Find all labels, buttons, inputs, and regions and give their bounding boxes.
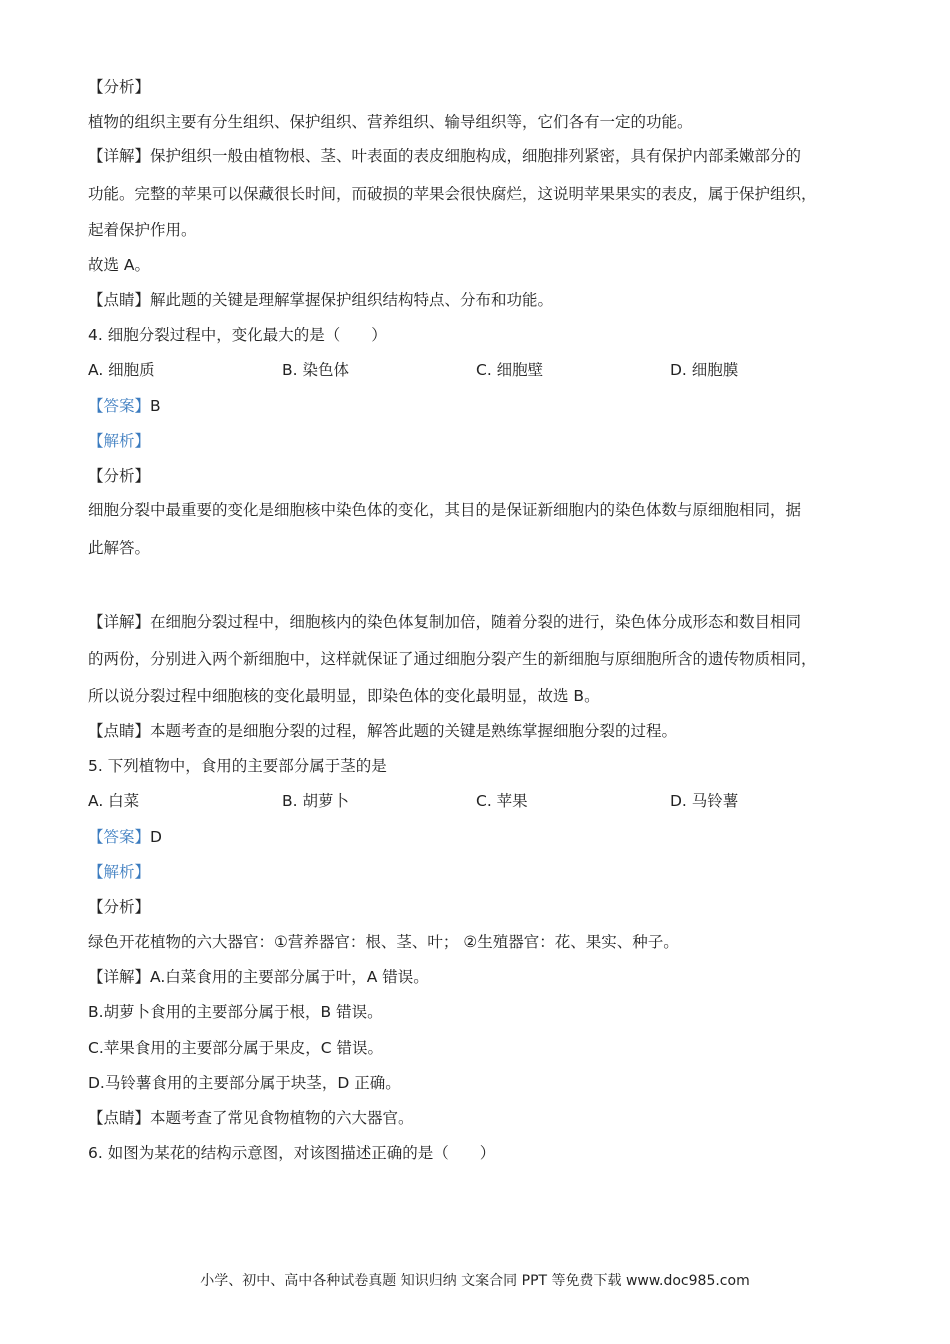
analysis-heading: 【分析】 [88,78,151,96]
tip-text: 【点睛】解此题的关键是理解掌握保护组织结构特点、分布和功能。 [88,291,554,309]
tip-text: 【点睛】本题考查的是细胞分裂的过程，解答此题的关键是熟练掌握细胞分裂的过程。 [88,722,678,740]
detail-text: 【详解】在细胞分裂过程中，细胞核内的染色体复制加倍，随着分裂的进行，染色体分成形态和数目相同 [88,613,802,631]
answer-tag: 【答案】 [88,397,151,415]
analysis-text: 此解答。 [88,539,151,557]
choice-text: 故选 A。 [88,256,151,274]
question-4: 4. 细胞分裂过程中，变化最大的是（ ） [88,326,387,344]
answer-line [88,396,161,416]
q4-option-c: C. 细胞壁 [476,361,544,379]
detail-text: 所以说分裂过程中细胞核的变化最明显，即染色体的变化最明显，故选 B。 [88,687,600,705]
analysis-text: 植物的组织主要有分生组织、保护组织、营养组织、输导组织等，它们各有一定的功能。 [88,113,693,131]
q4-option-b: B. 染色体 [282,361,349,379]
analysis-text: 细胞分裂中最重要的变化是细胞核中染色体的变化，其目的是保证新细胞内的染色体数与原细胞相同，据 [88,501,802,519]
answer-value: B [150,397,161,415]
q5-option-a: A. 白菜 [88,792,140,810]
detail-text: 【详解】保护组织一般由植物根、茎、叶表面的表皮细胞构成，细胞排列紧密，具有保护内部柔嫩部分的 [88,147,802,165]
q5-option-c: C. 苹果 [476,792,528,810]
detail-text: 起着保护作用。 [88,221,197,239]
q5-option-b: B. 胡萝卜 [282,792,349,810]
answer-value: D [150,828,162,846]
question-6: 6. 如图为某花的结构示意图，对该图描述正确的是（ ） [88,1144,496,1162]
question-5: 5. 下列植物中，食用的主要部分属于茎的是 [88,757,387,775]
analysis-heading: 【分析】 [88,467,151,485]
answer-tag: 【答案】 [88,828,151,846]
detail-text: 【详解】A.白菜食用的主要部分属于叶，A 错误。 [88,968,429,986]
page-footer: 小学、初中、高中各种试卷真题 知识归纳 文案合同 PPT 等免费下载 www.doc985.com [200,1273,750,1289]
explanation-heading: 【解析】 [88,432,151,450]
q5-option-d: D. 马铃薯 [670,792,739,810]
q4-option-a: A. 细胞质 [88,361,155,379]
q4-option-d: D. 细胞膜 [670,361,739,379]
detail-text: D.马铃薯食用的主要部分属于块茎，D 正确。 [88,1074,401,1092]
tip-text: 【点睛】本题考查了常见食物植物的六大器官。 [88,1109,414,1127]
detail-text: 功能。完整的苹果可以保藏很长时间，而破损的苹果会很快腐烂，这说明苹果果实的表皮，属于保护组织， [88,185,817,203]
answer-line [88,827,162,847]
analysis-text: 绿色开花植物的六大器官：①营养器官：根、茎、叶； ②生殖器官：花、果实、种子。 [88,933,679,951]
detail-text: C.苹果食用的主要部分属于果皮，C 错误。 [88,1039,384,1057]
explanation-heading: 【解析】 [88,863,151,881]
detail-text: B.胡萝卜食用的主要部分属于根，B 错误。 [88,1003,383,1021]
detail-text: 的两份，分别进入两个新细胞中，这样就保证了通过细胞分裂产生的新细胞与原细胞所含的遗传物质相同， [88,650,817,668]
analysis-heading: 【分析】 [88,898,151,916]
